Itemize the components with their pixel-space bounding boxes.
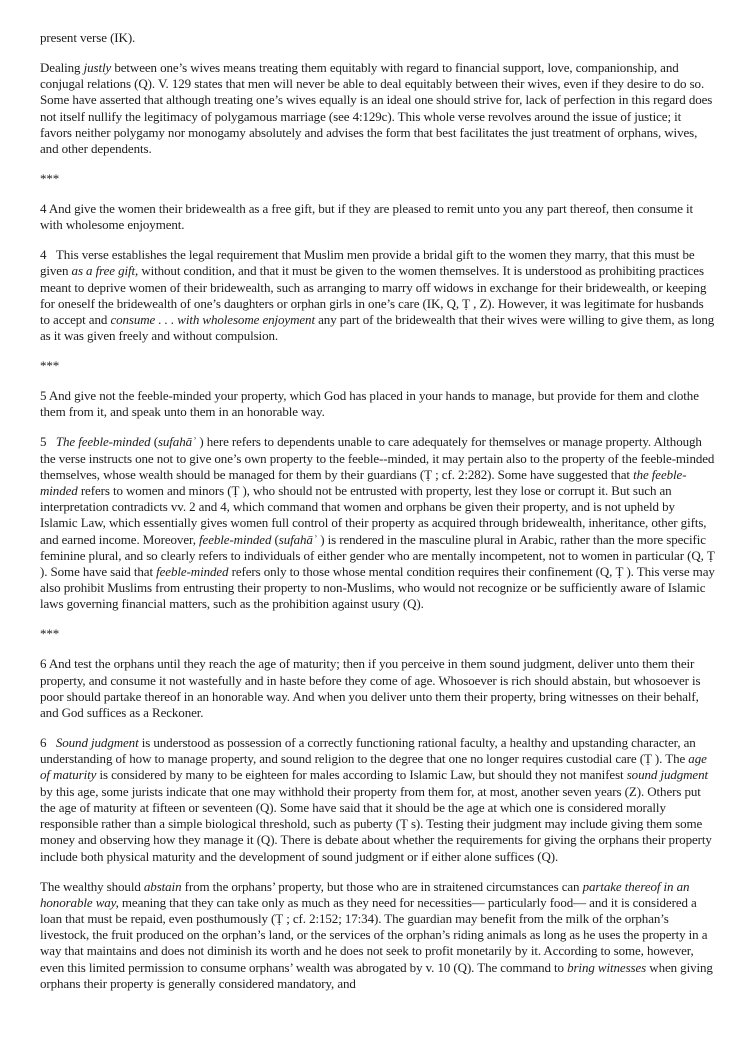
text-segment: The feeble-minded [55, 434, 151, 450]
verse-4-translation [40, 201, 715, 233]
text-segment: 5 [40, 434, 56, 450]
text-segment: sufahāʾ [278, 531, 318, 547]
text-segment: is considered by many to be eighteen for males according to Islamic Law, but should they not manifest [96, 767, 627, 783]
section-separator [40, 626, 715, 642]
section-separator [40, 358, 715, 374]
text-segment: 5 And give not the feeble-minded your property, which God has placed in your hands to manage, but provide for them and clothe them from it, and speak unto them in an honorable way. [40, 388, 699, 420]
text-segment: 4 This verse establishes the legal requirement that Muslim men provide a bridal gift to the women they marry, that this must be given [40, 247, 695, 279]
text-segment: consume . . . with wholesome enjoyment [110, 312, 315, 328]
verse-6-translation [40, 656, 715, 721]
verse-6-commentary [40, 735, 715, 865]
text-segment: Dealing [40, 60, 84, 75]
text-segment: refers only to those whose mental condition requires their confinement (Q, Ṭ ). This verse may also prohibit Muslims from entrusting their property to non-Muslims, who would not recognize or be sufficiently aware of Islamic laws governing financial matters, such as the prohibition against usury (Q). [40, 564, 715, 612]
paragraph-commentary-justly [40, 60, 715, 157]
text-segment: Sound judgment [55, 735, 139, 751]
text-segment: from the orphans’ property, but those who are in straitened circumstances can [181, 878, 583, 894]
text-segment: by this age, some jurists indicate that one may withhold their property from them for, at most, another seven years (Z). Others put the age of maturity at fifteen or seventeen (Q). Some have said that it should be the age at which one is considered morally responsible rather than a simple biological threshold, such as puberty (Ṭ s). Testing their judgment may include giving them some money and observing how they manage it (Q). There is debate about whether the requirements for giving the orphans their property include both physical maturity and the development of sound judgment or if either alone suffices (Q). [40, 783, 712, 864]
text-segment: ( [150, 434, 158, 450]
text-segment: present verse (IK). [40, 30, 136, 45]
verse-4-commentary [40, 247, 715, 344]
text-segment: any part of the bridewealth that their wives were willing to give them, as long as it was given freely and without compulsion. [40, 312, 715, 344]
text-segment: ( [271, 531, 279, 547]
text-segment: without condition, and that it must be given to the women themselves. It is understood as prohibiting practices meant to deprive women of their bridewealth, such as arranging to marry off widows in exchange for their bridewealth, or keeping for oneself the bridewealth of one’s daughters or orphan girls in one’s care (IK, Q, Ṭ , Z). However, it was legitimate for husbands to accept and [40, 263, 707, 328]
text-segment: justly [83, 60, 112, 75]
verse-5-translation [40, 388, 715, 420]
text-segment: refers to women and minors (Ṭ ), who should not be entrusted with property, lest they lose or corrupt it. But such an interpretation contradicts vv. 2 and 4, which command that women and orphans be given their property, and is not upheld by Islamic Law, which essentially gives women full control of their property as acquired through bridewealth, inheritance, other gifts, and earned income. Moreover, [40, 483, 707, 547]
paragraph-continuation [40, 30, 715, 46]
text-segment: sufahāʾ [157, 434, 197, 450]
text-segment: 6 [40, 735, 56, 751]
text-segment: meaning that they can take only as much as they need for necessities— particularly food— and it is considered a loan that must be repaid, even posthumously (Ṭ ; cf. 2:152; 17:34). The guardian may benefit from the milk of the orphan’s livestock, the fruit produced on the orphan’s land, or the services of the orphan’s riding animals as long as he uses the property in a way that maintains and does not diminish its worth and he does not seek to profit monetarily by it. According to some, however, even this limited permission to consume orphans’ wealth was abrogated by v. 10 (Q). The command to [40, 894, 708, 975]
text-segment: *** [40, 171, 60, 187]
text-segment: 4 And give the women their bridewealth as a free gift, but if they are pleased to remit unto you any part thereof, then consume it with wholesome enjoyment. [40, 201, 694, 233]
text-segment: *** [40, 626, 60, 642]
text-segment: age of maturity [40, 751, 707, 783]
text-segment: when giving orphans their property is generally considered mandatory, and [40, 959, 713, 991]
text-segment: feeble-minded [156, 564, 229, 580]
text-segment: The wealthy should [40, 878, 144, 894]
text-segment: feeble-minded [199, 531, 272, 547]
text-segment: is understood as possession of a correctly functioning rational faculty, a healthy and upstanding character, an understanding of how to manage property, and sound religion to the degree that one no longer requires custodial care (Ṭ ). The [40, 735, 696, 767]
text-segment: as a free gift, [71, 263, 139, 279]
verse-5-commentary [40, 434, 715, 612]
text-segment: partake thereof in an honorable way, [40, 878, 690, 910]
text-segment: bring witnesses [567, 959, 647, 975]
verse-6-commentary-continued [40, 879, 715, 992]
text-segment: the feeble-minded [40, 466, 687, 499]
text-segment: 6 And test the orphans until they reach the age of maturity; then if you perceive in them sound judgment, deliver unto them their property, and consume it not wastefully and in haste before they come of age. Whosoever is rich should abstain, but whosoever is poor should partake thereof in an honorable way. And when you deliver unto them their property, bring witnesses on their behalf, and God suffices as a Reckoner. [40, 656, 701, 721]
section-separator [40, 171, 715, 187]
text-segment: ) is rendered in the masculine plural in Arabic, rather than the more specific feminine plural, and so clearly refers to individuals of either gender who are mentally incompetent, not to women in particular (Q, Ṭ ). Some have said that [40, 531, 715, 580]
text-segment: ) here refers to dependents unable to care adequately for themselves or manage property. Although the verse instructs one not to give one’s own property to the feeble--minded, it may pertain also to the property of the feeble-minded themselves, whose wealth should be managed for them by their guardians (Ṭ ; cf. 2:282). Some have suggested that [40, 434, 715, 482]
text-segment: abstain [143, 878, 182, 894]
text-segment: between one’s wives means treating them equitably with regard to financial support, love, companionship, and conjugal relations (Q). V. 129 states that men will never be able to deal equitably between their wives, even if they desire to do so. Some have asserted that although treating one’s wives equally is an ideal one should strive for, lack of perfection in this regard does not itself nullify the legitimacy of polygamous marriage (see 4:129c). This whole verse revolves around the issue of justice; it favors neither polygamy nor monogamy absolutely and advises the form that best facilitates the just treatment of orphans, wives, and other dependents. [40, 60, 713, 157]
text-segment: sound judgment [626, 767, 709, 783]
text-segment: *** [40, 358, 60, 374]
